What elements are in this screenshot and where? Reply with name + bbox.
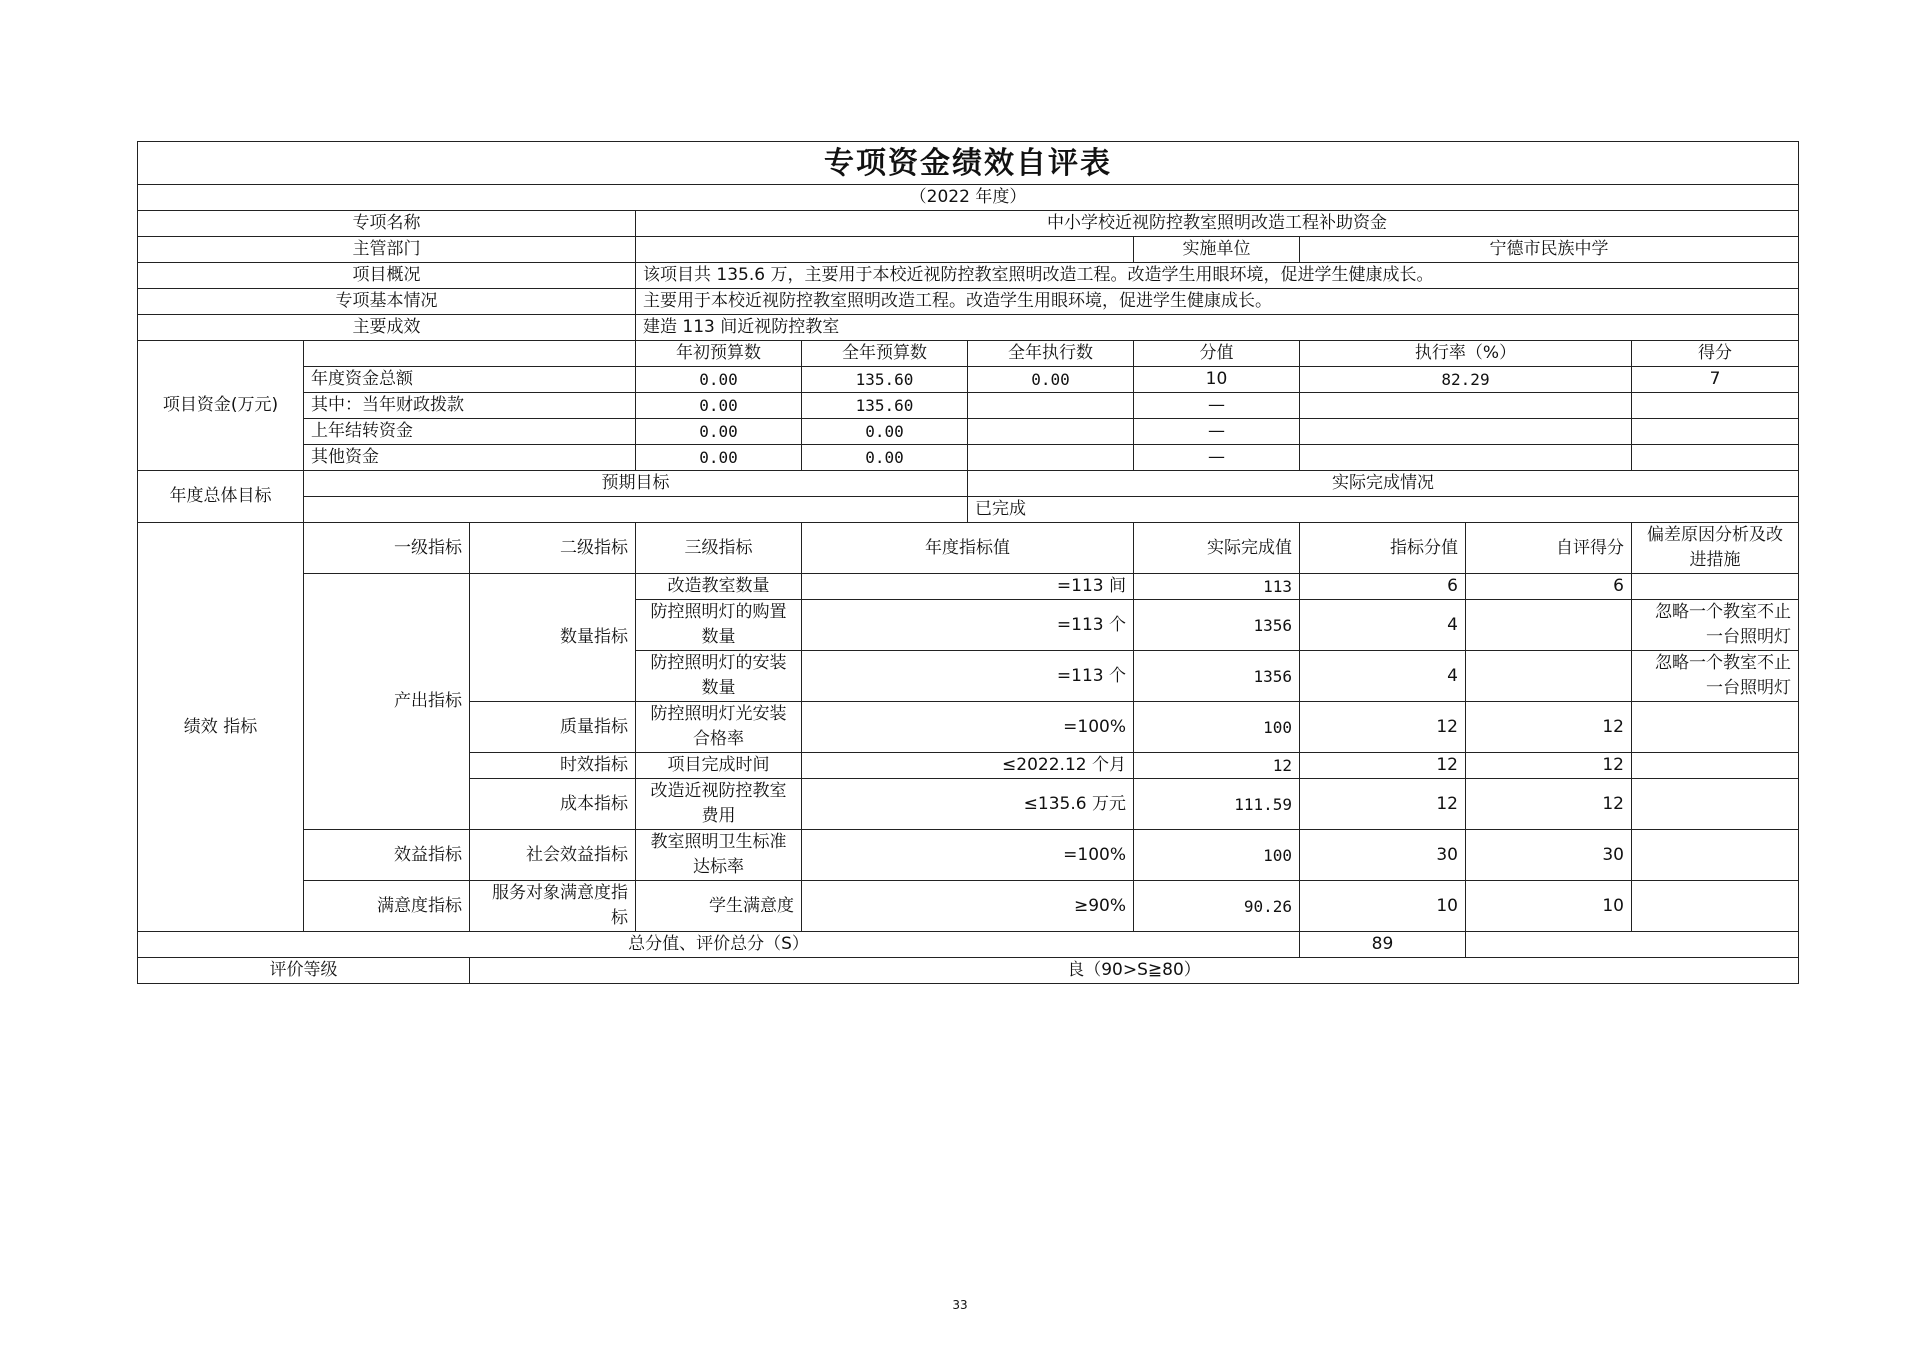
perf-row-points: 12 — [1300, 779, 1466, 830]
table-title: 专项资金绩效自评表 — [138, 142, 1799, 185]
perf-row-l3: 项目完成时间 — [636, 753, 802, 779]
dept-value — [636, 237, 1134, 263]
perf-row — [138, 574, 1799, 600]
perf-row-note: 忽略一个教室不止一台照明灯 — [1632, 651, 1799, 702]
name-value: 中小学校近视防控教室照明改造工程补助资金 — [636, 211, 1799, 237]
perf-l2-quantity: 数量指标 — [470, 574, 636, 702]
perf-row-self: 10 — [1466, 881, 1632, 932]
perf-header-points: 指标分值 — [1300, 523, 1466, 574]
name-label: 专项名称 — [138, 211, 636, 237]
perf-row-self: 30 — [1466, 830, 1632, 881]
perf-header-self: 自评得分 — [1466, 523, 1632, 574]
overview-value: 该项目共 135.6 万，主要用于本校近视防控教室照明改造工程。改造学生用眼环境，促进学生健康成长。 — [636, 263, 1799, 289]
basic-label: 专项基本情况 — [138, 289, 636, 315]
funds-row-name: 上年结转资金 — [304, 419, 636, 445]
perf-row-l3: 教室照明卫生标准达标率 — [636, 830, 802, 881]
perf-header-actual: 实际完成值 — [1134, 523, 1300, 574]
perf-row-target: ≤2022.12 个月 — [802, 753, 1134, 779]
perf-row-actual: 12 — [1134, 753, 1300, 779]
funds-row-initial: 0.00 — [636, 445, 802, 471]
funds-header-executed: 全年执行数 — [968, 341, 1134, 367]
perf-row-points: 30 — [1300, 830, 1466, 881]
perf-l2-quality: 质量指标 — [470, 702, 636, 753]
total-value: 89 — [1300, 932, 1466, 958]
perf-row-self: 12 — [1466, 753, 1632, 779]
perf-row-note — [1632, 830, 1799, 881]
unit-value: 宁德市民族中学 — [1300, 237, 1799, 263]
perf-row-points: 6 — [1300, 574, 1466, 600]
goals-label: 年度总体目标 — [138, 471, 304, 523]
perf-header-note: 偏差原因分析及改进措施 — [1632, 523, 1799, 574]
goals-expected-value — [304, 497, 968, 523]
funds-row-score — [1632, 393, 1799, 419]
funds-row-annual: 135.60 — [802, 367, 968, 393]
goals-actual-label: 实际完成情况 — [968, 471, 1799, 497]
basic-value: 主要用于本校近视防控教室照明改造工程。改造学生用眼环境，促进学生健康成长。 — [636, 289, 1799, 315]
perf-row-l3: 学生满意度 — [636, 881, 802, 932]
perf-row-note — [1632, 702, 1799, 753]
perf-row-l3: 防控照明灯的购置数量 — [636, 600, 802, 651]
year-label: （2022 年度） — [138, 185, 1799, 211]
funds-row-score-value: — — [1134, 419, 1300, 445]
perf-row-note — [1632, 753, 1799, 779]
perf-l1-satisfaction: 满意度指标 — [304, 881, 470, 932]
perf-l2-timeliness: 时效指标 — [470, 753, 636, 779]
perf-row-note — [1632, 574, 1799, 600]
perf-row — [138, 881, 1799, 932]
funds-row-name: 其中：当年财政拨款 — [304, 393, 636, 419]
funds-row-executed — [968, 445, 1134, 471]
perf-header-target: 年度指标值 — [802, 523, 1134, 574]
funds-row-annual: 0.00 — [802, 445, 968, 471]
perf-row-self: 12 — [1466, 779, 1632, 830]
perf-row-actual: 100 — [1134, 830, 1300, 881]
result-value: 建造 113 间近视防控教室 — [636, 315, 1799, 341]
funds-row-rate: 82.29 — [1300, 367, 1632, 393]
perf-row-target: ≤135.6 万元 — [802, 779, 1134, 830]
funds-row-initial: 0.00 — [636, 419, 802, 445]
perf-row-note: 忽略一个教室不止一台照明灯 — [1632, 600, 1799, 651]
perf-row-points: 4 — [1300, 600, 1466, 651]
funds-row-score-value: 10 — [1134, 367, 1300, 393]
perf-row-actual: 90.26 — [1134, 881, 1300, 932]
perf-l1-benefit: 效益指标 — [304, 830, 470, 881]
goals-actual-value: 已完成 — [968, 497, 1799, 523]
funds-header-blank — [304, 341, 636, 367]
perf-row-points: 10 — [1300, 881, 1466, 932]
result-label: 主要成效 — [138, 315, 636, 341]
total-extra — [1466, 932, 1799, 958]
funds-row-executed — [968, 419, 1134, 445]
perf-l2-social: 社会效益指标 — [470, 830, 636, 881]
grade-label: 评价等级 — [138, 958, 470, 984]
perf-row-actual: 1356 — [1134, 651, 1300, 702]
perf-row-target: =113 间 — [802, 574, 1134, 600]
perf-row-l3: 改造近视防控教室费用 — [636, 779, 802, 830]
perf-row-points: 12 — [1300, 702, 1466, 753]
funds-row-name: 其他资金 — [304, 445, 636, 471]
goals-expected-label: 预期目标 — [304, 471, 968, 497]
perf-row-actual: 100 — [1134, 702, 1300, 753]
perf-row-actual: 111.59 — [1134, 779, 1300, 830]
perf-row-self: 12 — [1466, 702, 1632, 753]
perf-header-l3: 三级指标 — [636, 523, 802, 574]
funds-row — [138, 445, 1799, 471]
funds-row-score: 7 — [1632, 367, 1799, 393]
perf-l1-output: 产出指标 — [304, 574, 470, 830]
funds-header-rate: 执行率（%） — [1300, 341, 1632, 367]
funds-row — [138, 419, 1799, 445]
funds-row — [138, 367, 1799, 393]
perf-row-target: =100% — [802, 830, 1134, 881]
perf-row-actual: 113 — [1134, 574, 1300, 600]
funds-header-score: 得分 — [1632, 341, 1799, 367]
funds-row-executed: 0.00 — [968, 367, 1134, 393]
perf-row-actual: 1356 — [1134, 600, 1300, 651]
funds-row-rate — [1300, 445, 1632, 471]
unit-label: 实施单位 — [1134, 237, 1300, 263]
perf-row-self — [1466, 600, 1632, 651]
funds-header-score-value: 分值 — [1134, 341, 1300, 367]
perf-l2-service: 服务对象满意度指标 — [470, 881, 636, 932]
perf-row-points: 4 — [1300, 651, 1466, 702]
dept-label: 主管部门 — [138, 237, 636, 263]
perf-row-note — [1632, 881, 1799, 932]
funds-row-score-value: — — [1134, 393, 1300, 419]
perf-row — [138, 830, 1799, 881]
performance-table — [137, 141, 1799, 984]
funds-row-annual: 0.00 — [802, 419, 968, 445]
funds-row-score — [1632, 419, 1799, 445]
funds-row-initial: 0.00 — [636, 367, 802, 393]
perf-l2-cost: 成本指标 — [470, 779, 636, 830]
overview-label: 项目概况 — [138, 263, 636, 289]
perf-label: 绩效 指标 — [138, 523, 304, 932]
funds-row-name: 年度资金总额 — [304, 367, 636, 393]
funds-label: 项目资金(万元) — [138, 341, 304, 471]
funds-header-annual: 全年预算数 — [802, 341, 968, 367]
perf-row-note — [1632, 779, 1799, 830]
page-number: 33 — [952, 1298, 968, 1312]
funds-row-score-value: — — [1134, 445, 1300, 471]
funds-row-initial: 0.00 — [636, 393, 802, 419]
grade-value: 良（90>S≧80） — [470, 958, 1799, 984]
funds-row-annual: 135.60 — [802, 393, 968, 419]
perf-row-self — [1466, 651, 1632, 702]
funds-row — [138, 393, 1799, 419]
perf-header-l2: 二级指标 — [470, 523, 636, 574]
perf-row-target: =113 个 — [802, 600, 1134, 651]
funds-header-initial: 年初预算数 — [636, 341, 802, 367]
perf-header-l1: 一级指标 — [304, 523, 470, 574]
perf-row-target: =113 个 — [802, 651, 1134, 702]
funds-row-rate — [1300, 393, 1632, 419]
perf-row-target: ≥90% — [802, 881, 1134, 932]
perf-row-points: 12 — [1300, 753, 1466, 779]
total-label: 总分值、评价总分（S） — [138, 932, 1300, 958]
perf-row-target: =100% — [802, 702, 1134, 753]
perf-row-l3: 改造教室数量 — [636, 574, 802, 600]
funds-row-rate — [1300, 419, 1632, 445]
perf-row-l3: 防控照明灯光安装合格率 — [636, 702, 802, 753]
funds-row-score — [1632, 445, 1799, 471]
perf-row-self: 6 — [1466, 574, 1632, 600]
perf-row-l3: 防控照明灯的安装数量 — [636, 651, 802, 702]
funds-row-executed — [968, 393, 1134, 419]
